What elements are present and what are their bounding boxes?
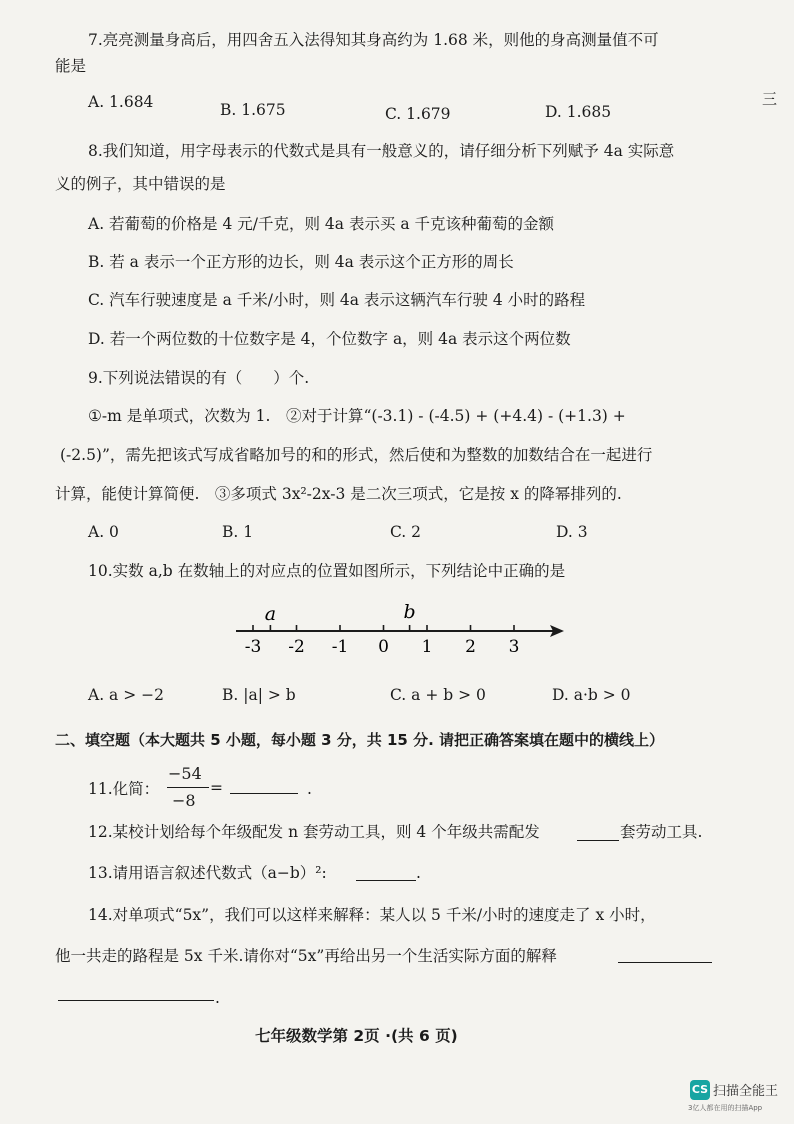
- q11-denominator: −8: [172, 791, 196, 810]
- q11-equals: =: [210, 779, 223, 797]
- point-b-label: b: [403, 601, 416, 623]
- camscanner-tagline: 3亿人都在用的扫描App: [688, 1104, 763, 1112]
- q11-end: .: [307, 780, 312, 798]
- q9-line4: 计算，能使计算简便. ③多项式 3x²-2x-3 是二次三项式，它是按 x 的降幂排列的.: [55, 485, 622, 503]
- q8-option-b: B. 若 a 表示一个正方形的边长，则 4a 表示这个正方形的周长: [88, 253, 514, 271]
- q9-option-c: C. 2: [390, 523, 422, 541]
- q12-text: 12.某校计划给每个年级配发 n 套劳动工具，则 4 个年级共需配发: [88, 823, 540, 841]
- q13-end: .: [416, 864, 421, 882]
- page-footer: 七年级数学第 2页 ·(共 6 页): [255, 1027, 458, 1045]
- q11-fraction-bar: [167, 787, 209, 788]
- q13-text: 13.请用语言叙述代数式（a−b）²:: [88, 864, 327, 882]
- q11-prefix: 11.化简：: [88, 780, 160, 798]
- q10-option-a: A. a > −2: [88, 686, 164, 704]
- tick-label: -2: [288, 637, 305, 657]
- q14-end: .: [215, 989, 220, 1007]
- q8-line1: 8.我们知道，用字母表示的代数式是具有一般意义的，请仔细分析下列赋予 4a 实际意: [88, 142, 675, 160]
- q12-answer-blank[interactable]: [577, 826, 619, 841]
- q14-line2: 他一共走的路程是 5x 千米.请你对“5x”再给出另一个生活实际方面的解释: [55, 947, 557, 965]
- q12-suffix: 套劳动工具.: [620, 823, 703, 841]
- tick-label: 0: [378, 637, 389, 657]
- q7-option-a: A. 1.684: [88, 93, 154, 111]
- q7-option-d: D. 1.685: [545, 103, 612, 121]
- q9-option-d: D. 3: [556, 523, 588, 541]
- q10-option-d: D. a·b > 0: [552, 686, 631, 704]
- q14-answer-blank-2[interactable]: [58, 986, 214, 1001]
- q10-line1: 10.实数 a,b 在数轴上的对应点的位置如图所示，下列结论中正确的是: [88, 562, 566, 580]
- tick-label: -3: [244, 637, 262, 657]
- q14-answer-blank-1[interactable]: [618, 948, 712, 963]
- q10-option-c: C. a + b > 0: [390, 686, 486, 704]
- q10-option-b: B. |a| > b: [222, 686, 296, 704]
- q7-line2: 能是: [55, 57, 87, 75]
- q8-option-c: C. 汽车行驶速度是 a 千米/小时，则 4a 表示这辆汽车行驶 4 小时的路程: [88, 291, 586, 309]
- q13-answer-blank[interactable]: [356, 866, 416, 881]
- q9-option-b: B. 1: [222, 523, 254, 541]
- section2-heading: 二、填空题（本大题共 5 小题，每小题 3 分，共 15 分. 请把正确答案填在题中的横线上）: [55, 731, 665, 749]
- point-a-label: a: [264, 603, 277, 625]
- q8-option-d: D. 若一个两位数的十位数字是 4，个位数字 a，则 4a 表示这个两位数: [88, 330, 571, 348]
- q9-line1: 9.下列说法错误的有（ ）个.: [88, 369, 310, 387]
- tick-label: 2: [465, 637, 476, 657]
- q11-answer-blank[interactable]: [230, 779, 298, 794]
- q7-option-c: C. 1.679: [385, 105, 451, 123]
- q14-line1: 14.对单项式“5x”，我们可以这样来解释：某人以 5 千米/小时的速度走了 x 小时，: [88, 906, 656, 924]
- camscanner-name: 扫描全能王: [713, 1084, 779, 1099]
- q7-line1: 7.亮亮测量身高后，用四舍五入法得知其身高约为 1.68 米，则他的身高测量值不可: [88, 31, 659, 49]
- camscanner-logo: CS: [690, 1080, 710, 1100]
- number-line-figure: [228, 598, 568, 660]
- q11-numerator: −54: [168, 764, 202, 783]
- q9-line2: ①-m 是单项式，次数为 1. ②对于计算“(-3.1) - (-4.5) + (+4.4) - (+1.3) +: [88, 407, 626, 425]
- tick-label: 3: [508, 637, 520, 657]
- q7-option-b: B. 1.675: [220, 101, 286, 119]
- tick-label: -1: [331, 637, 349, 657]
- tick-label: 1: [421, 637, 433, 657]
- q8-option-a: A. 若葡萄的价格是 4 元/千克，则 4a 表示买 a 千克该种葡萄的金额: [88, 215, 555, 233]
- q9-line3: (-2.5)”，需先把该式写成省略加号的和的形式，然后使和为整数的加数结合在一起进行: [60, 446, 653, 464]
- q9-option-a: A. 0: [88, 523, 119, 541]
- margin-character: 三: [762, 90, 778, 108]
- q8-line2: 义的例子，其中错误的是: [55, 175, 226, 193]
